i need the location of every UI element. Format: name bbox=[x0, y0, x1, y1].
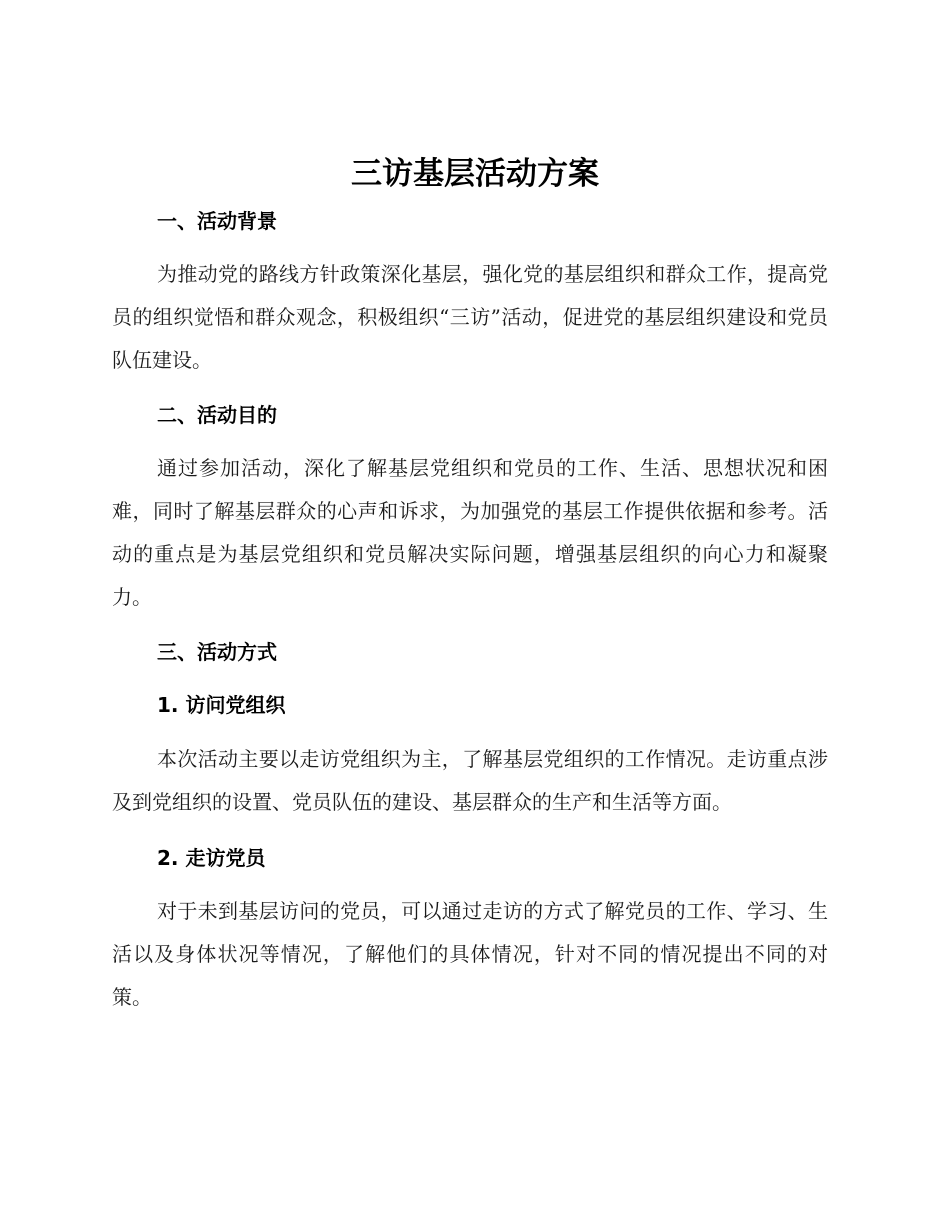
section-heading-background: 一、活动背景 bbox=[157, 209, 277, 233]
section-heading-method: 三、活动方式 bbox=[157, 640, 277, 664]
subsection-heading-visit-members: 2. 走访党员 bbox=[157, 846, 266, 870]
section-heading-purpose: 二、活动目的 bbox=[157, 403, 277, 427]
document-title: 三访基层活动方案 bbox=[351, 156, 599, 192]
section-paragraph-background: 为推动党的路线方针政策深化基层，强化党的基层组织和群众工作，提高党员的组织觉悟和群众观念，积极组织“三访”活动，促进党的基层组织建设和党员队伍建设。 bbox=[112, 262, 828, 372]
subsection-heading-visit-organization: 1. 访问党组织 bbox=[157, 693, 286, 717]
section-paragraph-purpose: 通过参加活动，深化了解基层党组织和党员的工作、生活、思想状况和困难，同时了解基层群众的心声和诉求，为加强党的基层工作提供依据和参考。活动的重点是为基层党组织和党员解决实际问题，增强基层组织的向心力和凝聚力。 bbox=[112, 456, 828, 609]
subsection-paragraph-visit-organization: 本次活动主要以走访党组织为主，了解基层党组织的工作情况。走访重点涉及到党组织的设置、党员队伍的建设、基层群众的生产和生活等方面。 bbox=[112, 747, 828, 814]
subsection-paragraph-visit-members: 对于未到基层访问的党员，可以通过走访的方式了解党员的工作、学习、生活以及身体状况等情况，了解他们的具体情况，针对不同的情况提出不同的对策。 bbox=[112, 899, 828, 1009]
